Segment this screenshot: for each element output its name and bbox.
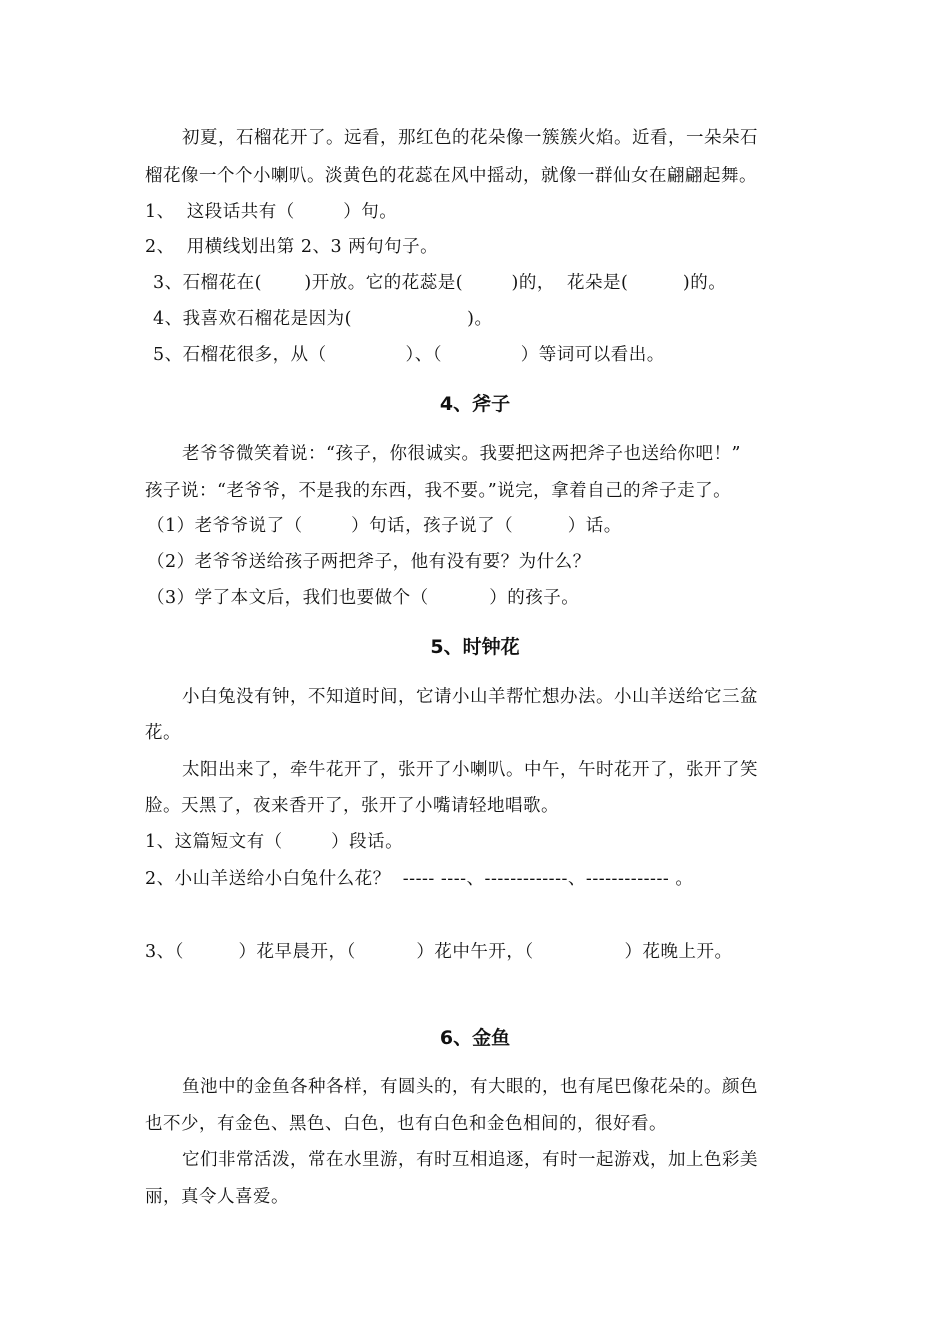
question-item: 1、 这段话共有（ ）句。 [145, 202, 398, 222]
question-item: 5、石榴花很多，从（ ）、（ ）等词可以看出。 [153, 345, 665, 365]
passage-line: 老爷爷微笑着说：“孩子，你很诚实。我要把这两把斧子也送给你吧！” [182, 444, 741, 464]
passage-line: 小白兔没有钟，不知道时间，它请小山羊帮忙想办法。小山羊送给它三盆 [182, 687, 758, 707]
passage-line: 初夏，石榴花开了。远看，那红色的花朵像一簇簇火焰。近看，一朵朵石 [182, 128, 758, 148]
passage-line: 花。 [145, 723, 181, 743]
passage-line: 也不少，有金色、黑色、白色，也有白色和金色相间的，很好看。 [145, 1114, 667, 1134]
passage-line: 太阳出来了，牵牛花开了，张开了小喇叭。中午，午时花开了，张开了笑 [182, 760, 758, 780]
section-title: 5、时钟花 [430, 636, 520, 658]
passage-line: 它们非常活泼，常在水里游，有时互相追逐，有时一起游戏，加上色彩美 [182, 1150, 758, 1170]
question-item: 4、我喜欢石榴花是因为( )。 [153, 309, 493, 329]
section-title: 4、斧子 [439, 393, 511, 415]
passage-line: 孩子说：“老爷爷，不是我的东西，我不要。”说完，拿着自己的斧子走了。 [145, 481, 732, 501]
passage-line: 丽，真令人喜爱。 [145, 1187, 289, 1207]
question-item: 2、 用横线划出第 2、3 两句句子。 [145, 237, 439, 257]
passage-line: 鱼池中的金鱼各种各样，有圆头的，有大眼的，也有尾巴像花朵的。颜色 [182, 1077, 758, 1097]
question-item: （3）学了本文后，我们也要做个（ ）的孩子。 [147, 588, 580, 608]
question-item: 1、这篇短文有（ ）段话。 [145, 832, 404, 852]
question-item: （1）老爷爷说了（ ）句话，孩子说了（ ）话。 [147, 516, 622, 536]
section-title: 6、金鱼 [439, 1027, 511, 1049]
question-item: 3、石榴花在( )开放。它的花蕊是( )的， 花朵是( )的。 [153, 273, 727, 293]
question-item: 3、（ ）花早晨开，（ ）花中午开，（ ）花晚上开。 [145, 942, 733, 962]
passage-line: 脸。天黑了，夜来香开了，张开了小嘴请轻地唱歌。 [145, 796, 559, 816]
passage-line: 榴花像一个个小喇叭。淡黄色的花蕊在风中摇动，就像一群仙女在翩翩起舞。 [145, 166, 757, 186]
question-item: （2）老爷爷送给孩子两把斧子，他有没有要？为什么？ [147, 552, 591, 572]
question-item: 2、小山羊送给小白兔什么花？ ----- ----、-------------、------------- 。 [145, 869, 694, 889]
